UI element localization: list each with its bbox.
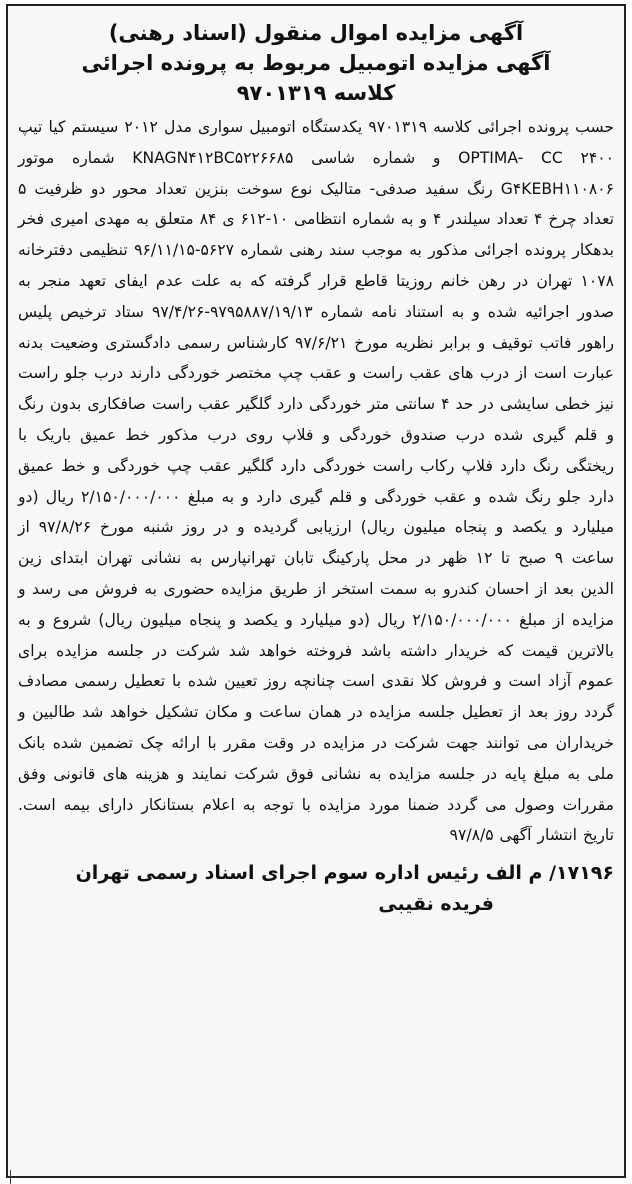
notice-title: آگهی مزایده اموال منقول (اسناد رهنی) — [108, 21, 524, 45]
issuer-name: فریده نقیبی — [378, 893, 494, 916]
notice-body: حسب پرونده اجرائی کلاسه ۹۷۰۱۳۱۹ یکدستگاه اتومبیل سواری مدل ۲۰۱۲ سیستم کیا تیپ OPTIMA- CC ۲۴۰۰ و شماره شاسی KNAGN۴۱۲BC۵۲۲۶۶۸۵ شماره موتور G۴KEBH۱۱۰۸۰۶ رنگ سفید صدفی- متالیک نوع سوخت بنزین تعداد محور دو ظرفیت ۵ تعداد چرخ ۴ تعداد سیلندر ۴ و به شماره انتظامی ۱۰-۶۱۲ ی ۸۴ متعلق به مهدی امیری فخر بدهکار پرونده اجرائی مذکور به موجب سند رهنی شماره ۵۶۲۷-۹۶/۱۱/۱۵ تنظیمی دفترخانه ۱۰۷۸ تهران در رهن خانم روزیتا قاطع قرار گرفته که به علت عدم ایفای تعهد منجر به صدور اجرائیه شده و به استناد نامه شماره ۹۷۹۵۸۸۷/۱۹/۱۳-۹۷/۴/۲۶ ستاد ترخیص پلیس راهور فاتب توقیف و برابر نظریه مورخ ۹۷/۶/۲۱ کارشناس رسمی دادگستری وضعیت بدنه عبارت است از درب های عقب راست و عقب چپ مختصر خوردگی دارند درب جلو راست نیز خطی سایشی در حد ۴ سانتی متر خوردگی دارد گلگیر عقب راست صافکاری بدون رنگ و قلم گیری شده درب صندوق خوردگی و فلاپ روی درب مذکور خط عمیق باریک با ریختگی رنگ دارد فلاپ رکاب راست خوردگی دارد گلگیر عقب چپ خوردگی و خط عمیق دارد جلو رنگ شده و عقب خوردگی و قلم گیری دارد و به مبلغ ۲/۱۵۰/۰۰۰/۰۰۰ ریال (دو میلیارد و یکصد و پنجاه میلیون ریال) ارزیابی گردیده و در روز شنبه مورخ ۹۷/۸/۲۶ از ساعت ۹ صبح تا ۱۲ ظهر در محل پارکینگ تابان تهرانپارس به نشانی تهران ابتدای زین الدین بعد از احسان کندرو به سمت استخر از طریق مزایده حضوری به فروش می رسد و مزایده از مبلغ ۲/۱۵۰/۰۰۰/۰۰۰ ریال (دو میلیارد و یکصد و پنجاه میلیون ریال) شروع و به بالاترین قیمت که خریدار داشته باشد فروخته خواهد شد شرکت در جلسه مزایده برای عموم آزاد است و فروش کلا نقدی است چنانچه روز تعیین شده با تعطیل رسمی مصادف گردد روز بعد از تعطیل جلسه مزایده در همان ساعت و مکان تشکیل خواهد شد طالبین و خریداران می توانند جهت شرکت در مزایده در وقت مقرر با ارائه چک تضمین شده بانک ملی به مبلغ پایه در جلسه مزایده به نشانی فوق شرکت نمایند و هزینه های قانونی وفق مقررات وصول می گردد ضمنا مورد مزایده با توجه به اعلام بستانکار دارای بیمه است. تاریخ انتشار آگهی ۹۷/۸/۵ — [18, 118, 615, 845]
issuer-signature-line: ۱۷۱۹۶/ م الف رئیس اداره سوم اجرای اسناد رسمی تهران — [75, 862, 614, 885]
scan-edge-mark — [0, 1170, 11, 1184]
auction-notice — [6, 4, 626, 1178]
notice-subtitle: آگهی مزایده اتومبیل مربوط به پرونده اجرائی — [81, 51, 551, 75]
case-number-title: کلاسه ۹۷۰۱۳۱۹ — [236, 81, 396, 105]
